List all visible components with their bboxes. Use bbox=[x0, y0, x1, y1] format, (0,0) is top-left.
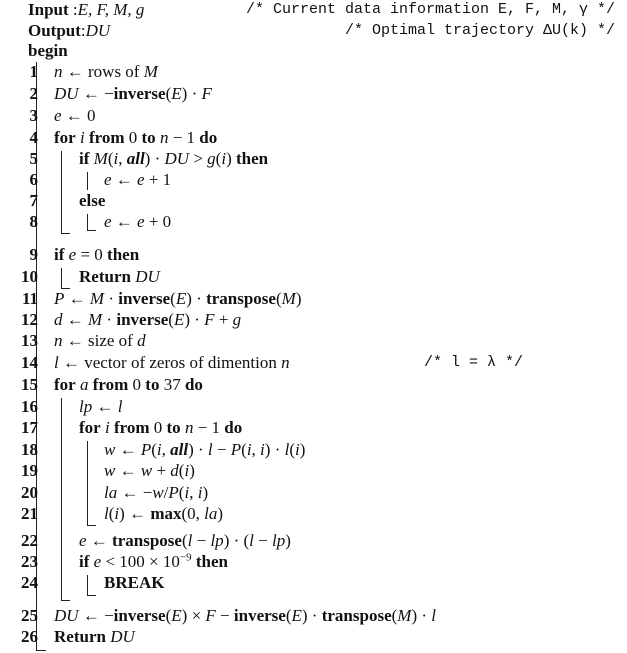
algo-line-16: lp ← l bbox=[79, 397, 123, 416]
line-number: 19 bbox=[21, 461, 38, 480]
line-number: 4 bbox=[29, 128, 38, 147]
algo-line-21: l(i) ← max(0, la) bbox=[104, 504, 224, 523]
algo-line-18: w ← P(i, all) · l − P(i, i) · l(i) bbox=[104, 440, 306, 459]
algo-line-12: d ← M · inverse(E) · F + g bbox=[54, 310, 242, 329]
algo-line-20: la ← −w/P(i, i) bbox=[104, 483, 209, 502]
line-number: 12 bbox=[21, 310, 38, 329]
line-number: 8 bbox=[29, 212, 38, 231]
algo-line-23: if $e < 100 \times 10^{-9}$ then bbox=[79, 551, 228, 571]
if3-block-end bbox=[87, 595, 96, 596]
if2-block-rule bbox=[61, 268, 62, 288]
line-number: 22 bbox=[21, 531, 38, 550]
line-number: 10 bbox=[21, 267, 38, 286]
line-number: 15 bbox=[21, 375, 38, 394]
for3-block-end bbox=[87, 525, 96, 526]
line-number: 9 bbox=[29, 245, 38, 264]
algo-line-6: e ← e + 1 bbox=[104, 170, 172, 189]
line-number: 2 bbox=[29, 84, 38, 103]
else-block-rule bbox=[87, 214, 88, 230]
algo-line-7: else bbox=[79, 191, 106, 210]
line-number: 25 bbox=[21, 606, 38, 625]
input-label: Input bbox=[28, 0, 69, 19]
for2-block-end bbox=[61, 600, 70, 601]
output-value: DU bbox=[85, 21, 111, 40]
output-line bbox=[28, 21, 110, 41]
line-14-comment: /* l = λ */ bbox=[424, 354, 524, 371]
line-number: 17 bbox=[21, 418, 38, 437]
algo-line-2: DU ← −inverse(E) · F bbox=[54, 84, 212, 103]
line-number: 1 bbox=[29, 62, 38, 81]
algo-line-14: l ← vector of zeros of dimention n bbox=[54, 353, 290, 372]
output-sep: : bbox=[80, 21, 86, 40]
line-number: 21 bbox=[21, 504, 38, 523]
line-number: 3 bbox=[29, 106, 38, 125]
line-number: 16 bbox=[21, 397, 38, 416]
line-number: 6 bbox=[29, 170, 38, 189]
for1-block-end bbox=[61, 233, 70, 234]
if1-block-rule bbox=[87, 172, 88, 190]
algo-line-1: n ← rows of M bbox=[54, 62, 158, 81]
algo-line-17: for i from 0 to n − 1 do bbox=[79, 418, 243, 437]
line-number: 7 bbox=[29, 191, 38, 210]
line-number: 13 bbox=[21, 331, 38, 350]
algo-line-9: if e = 0 then bbox=[54, 245, 140, 264]
line-number: 14 bbox=[21, 353, 38, 372]
line-number: 20 bbox=[21, 483, 38, 502]
line-number: 18 bbox=[21, 440, 38, 459]
input-sep: : bbox=[68, 0, 78, 19]
output-comment: /* Optimal trajectory ΔU(k) */ bbox=[344, 22, 615, 39]
algo-line-19: w ← w + d(i) bbox=[104, 461, 195, 480]
input-comment: /* Current data information E, F, M, γ */ bbox=[245, 1, 615, 18]
for1-block-rule bbox=[61, 151, 62, 233]
algo-line-25: DU ← −inverse(E) × F − inverse(E) · transpose(M) · l bbox=[54, 606, 437, 625]
line-number: 11 bbox=[21, 289, 38, 308]
else-block-end bbox=[87, 230, 96, 231]
begin-keyword: begin bbox=[28, 41, 68, 60]
line-number: 5 bbox=[29, 149, 38, 168]
algo-line-13: n ← size of d bbox=[54, 331, 146, 350]
for3-block-rule bbox=[87, 441, 88, 525]
algo-line-24: BREAK bbox=[104, 573, 165, 592]
algo-line-10: Return DU bbox=[79, 267, 160, 286]
line-number: 24 bbox=[21, 573, 38, 592]
algo-line-4: for i from 0 to n − 1 do bbox=[54, 128, 218, 147]
algo-line-3: e ← 0 bbox=[54, 106, 96, 125]
algo-line-15: for a from 0 to 37 do bbox=[54, 375, 203, 394]
algo-line-8: e ← e + 0 bbox=[104, 212, 172, 231]
line-number: 26 bbox=[21, 627, 38, 646]
input-line bbox=[28, 0, 144, 20]
if3-block-rule bbox=[87, 575, 88, 595]
line-number: 23 bbox=[21, 552, 38, 571]
algo-line-11: P ← M · inverse(E) · transpose(M) bbox=[54, 289, 302, 308]
input-value: E, F, M, g bbox=[77, 0, 145, 19]
algo-line-22: e ← transpose(l − lp) · (l − lp) bbox=[79, 531, 291, 550]
algo-line-26: Return DU bbox=[54, 627, 135, 646]
for2-block-rule bbox=[61, 398, 62, 600]
algo-line-5: if M(i, all) · DU > g(i) then bbox=[79, 149, 269, 168]
output-label: Output bbox=[28, 21, 81, 40]
begin-block-end bbox=[36, 650, 46, 651]
